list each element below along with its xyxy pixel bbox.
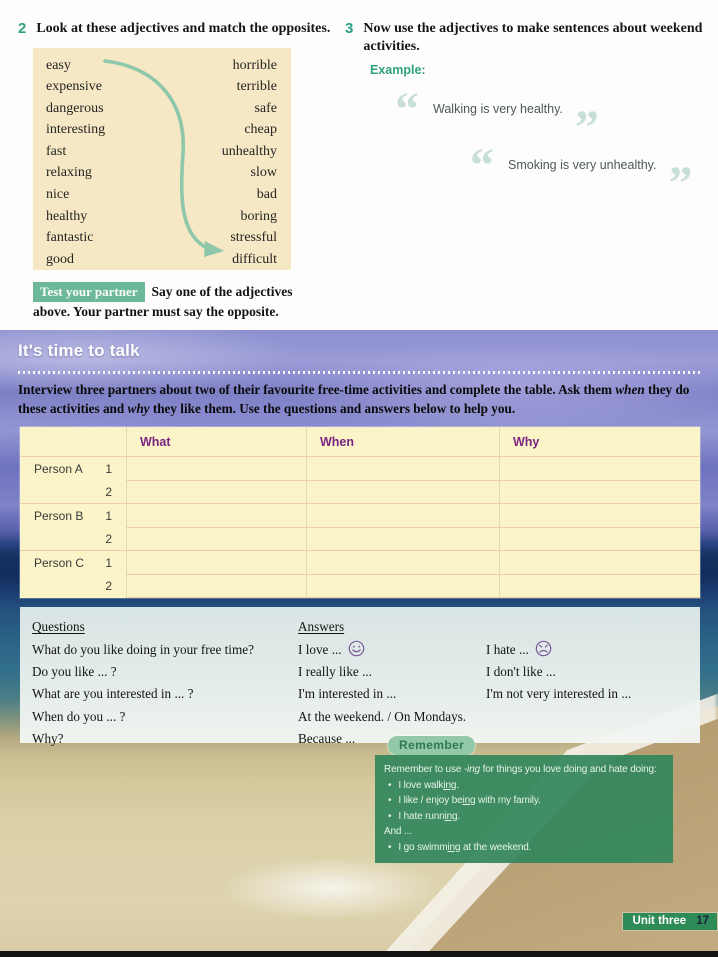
adjective-left: dangerous	[46, 100, 104, 116]
exercise-2-title: Look at these adjectives and match the opposites.	[36, 21, 331, 36]
remember-intro: Remember to use -ing for things you love doing and hate doing:	[384, 764, 657, 775]
adjective-row	[46, 55, 277, 77]
questions-header: Questions	[32, 619, 85, 635]
table-fill-cell	[306, 481, 499, 505]
table-fill-cell	[306, 528, 499, 552]
adjective-right: boring	[240, 208, 277, 224]
table-row	[20, 551, 700, 575]
remember-box	[375, 755, 673, 863]
adjective-left: fast	[46, 143, 67, 159]
open-quote-icon: “	[395, 83, 419, 136]
answer-text: I hate ...	[486, 641, 529, 657]
instructions-italic: when	[615, 382, 645, 397]
qa-row	[32, 661, 700, 683]
table-fill-cell	[499, 575, 700, 599]
exercise-3-number: 3	[345, 20, 354, 37]
table-fill-cell	[126, 481, 306, 505]
answer-text: Because ...	[298, 731, 356, 747]
qa-header-row	[32, 616, 700, 638]
answer-text: I really like ...	[298, 663, 372, 679]
adjective-row	[46, 227, 277, 249]
answers-header: Answers	[298, 619, 345, 635]
table-fill-cell	[499, 551, 700, 575]
person-label: Person A	[34, 461, 83, 476]
adjective-row	[46, 162, 277, 184]
column-header-why: Why	[513, 435, 540, 449]
table-fill-cell	[126, 551, 306, 575]
exercise-3-title: Now use the adjectives to make sentences about weekend activities.	[363, 21, 703, 54]
adjective-row	[46, 98, 277, 120]
unit-page-badge	[623, 913, 717, 930]
adjective-row	[46, 141, 277, 163]
table-header-row	[20, 427, 700, 457]
question-text: What are you interested in ... ?	[32, 686, 194, 702]
column-header-what: What	[140, 435, 171, 449]
instructions-text: Interview three partners about two of their favourite free-time activities and complete the table. Ask them	[18, 382, 616, 397]
speech-quote-1	[395, 83, 599, 154]
test-your-partner	[33, 282, 325, 323]
adjective-row	[46, 249, 277, 271]
adjective-right: horrible	[232, 57, 277, 73]
row-number: 2	[105, 579, 112, 594]
test-your-partner-text-2: above. Your partner must say the opposite.	[33, 304, 279, 319]
remember-and-line: And ...	[384, 826, 412, 837]
answer-text: At the weekend. / On Mondays.	[298, 708, 467, 724]
qa-row	[32, 638, 700, 660]
table-fill-cell	[499, 504, 700, 528]
exercise-2	[18, 20, 340, 322]
adjective-left: expensive	[46, 79, 102, 95]
adjective-row	[46, 76, 277, 98]
beach-photo-section	[0, 330, 718, 957]
remember-tab: Remember	[388, 736, 475, 755]
row-number: 1	[105, 508, 112, 523]
happy-face-icon	[348, 640, 365, 657]
adjective-right: slow	[250, 165, 277, 181]
table-fill-cell	[306, 504, 499, 528]
adjective-right: bad	[256, 187, 277, 203]
remember-bullet: • I like / enjoy being with my family.	[384, 793, 665, 809]
sad-face-icon	[535, 640, 552, 657]
remember-bullet: • I go swimming at the weekend.	[384, 840, 665, 856]
row-number: 1	[105, 461, 112, 476]
close-quote-icon: ”	[574, 101, 599, 154]
adjective-right: unhealthy	[221, 143, 277, 159]
question-text: What do you like doing in your free time?	[32, 641, 254, 657]
adjective-left: good	[46, 251, 74, 267]
adjective-match-box	[33, 48, 291, 270]
exercise-2-number: 2	[18, 20, 27, 37]
table-fill-cell	[126, 575, 306, 599]
table-fill-cell	[126, 528, 306, 552]
qa-row	[32, 706, 700, 728]
table-row	[20, 528, 700, 552]
table-row	[20, 575, 700, 599]
adjective-row	[46, 119, 277, 141]
dotted-rule	[18, 371, 700, 374]
answer-text: I don't like ...	[486, 663, 556, 679]
table-row	[20, 457, 700, 481]
adjective-right: difficult	[232, 251, 277, 267]
top-section	[0, 0, 718, 330]
answer-text: I'm interested in ...	[298, 686, 397, 702]
example-label: Example:	[370, 63, 426, 77]
page-edge-strip	[0, 951, 718, 957]
adjective-right: stressful	[230, 230, 277, 246]
interview-table	[20, 427, 700, 598]
table-fill-cell	[306, 551, 499, 575]
column-header-when: When	[320, 435, 355, 449]
quote-text: Walking is very healthy.	[433, 102, 563, 116]
adjective-left: healthy	[46, 208, 88, 224]
adjective-row	[46, 206, 277, 228]
adjective-left: fantastic	[46, 230, 94, 246]
adjective-row	[46, 184, 277, 206]
section-header: It's time to talk	[18, 341, 140, 360]
adjective-left: nice	[46, 187, 70, 203]
answer-text: I love ...	[298, 641, 342, 657]
table-fill-cell	[499, 528, 700, 552]
speech-quote-2	[470, 139, 693, 210]
adjective-right: safe	[254, 100, 277, 116]
instructions-text: they do these activities and	[18, 382, 690, 417]
close-quote-icon: ”	[668, 157, 693, 210]
page-number: 17	[696, 915, 709, 927]
instructions-text: they like them. Use the questions and answers below to help you.	[149, 401, 516, 417]
remember-bullet: • I love walking.	[384, 778, 665, 794]
row-number: 2	[105, 531, 112, 546]
unit-label: Unit three	[632, 915, 687, 927]
table-fill-cell	[126, 457, 306, 481]
table-fill-cell	[306, 457, 499, 481]
table-fill-cell	[499, 457, 700, 481]
answer-text: I'm not very interested in ...	[486, 686, 632, 702]
adjective-left: interesting	[46, 122, 106, 138]
adjective-right: terrible	[236, 79, 277, 95]
table-fill-cell	[306, 575, 499, 599]
quote-text: Smoking is very unhealthy.	[508, 158, 657, 172]
adjective-left: easy	[46, 57, 71, 73]
qa-row	[32, 728, 700, 750]
open-quote-icon: “	[470, 139, 494, 192]
test-your-partner-text-1: Say one of the adjectives	[151, 283, 293, 299]
table-row	[20, 504, 700, 528]
person-label: Person B	[34, 508, 84, 523]
adjective-right: cheap	[244, 122, 277, 138]
row-number: 1	[105, 555, 112, 570]
row-number: 2	[105, 484, 112, 499]
table-fill-cell	[499, 481, 700, 505]
adjective-left: relaxing	[46, 165, 92, 181]
question-text: Why?	[32, 731, 64, 747]
section-instructions	[18, 380, 704, 418]
qa-row	[32, 683, 700, 705]
table-fill-cell	[126, 504, 306, 528]
table-row	[20, 481, 700, 505]
question-text: When do you ... ?	[32, 708, 126, 724]
person-label: Person C	[34, 555, 85, 570]
remember-bullet: • I hate running.	[384, 809, 665, 825]
exercise-3	[345, 20, 713, 210]
question-text: Do you like ... ?	[32, 663, 117, 679]
instructions-italic: why	[127, 401, 150, 417]
test-your-partner-badge: Test your partner	[33, 282, 145, 303]
